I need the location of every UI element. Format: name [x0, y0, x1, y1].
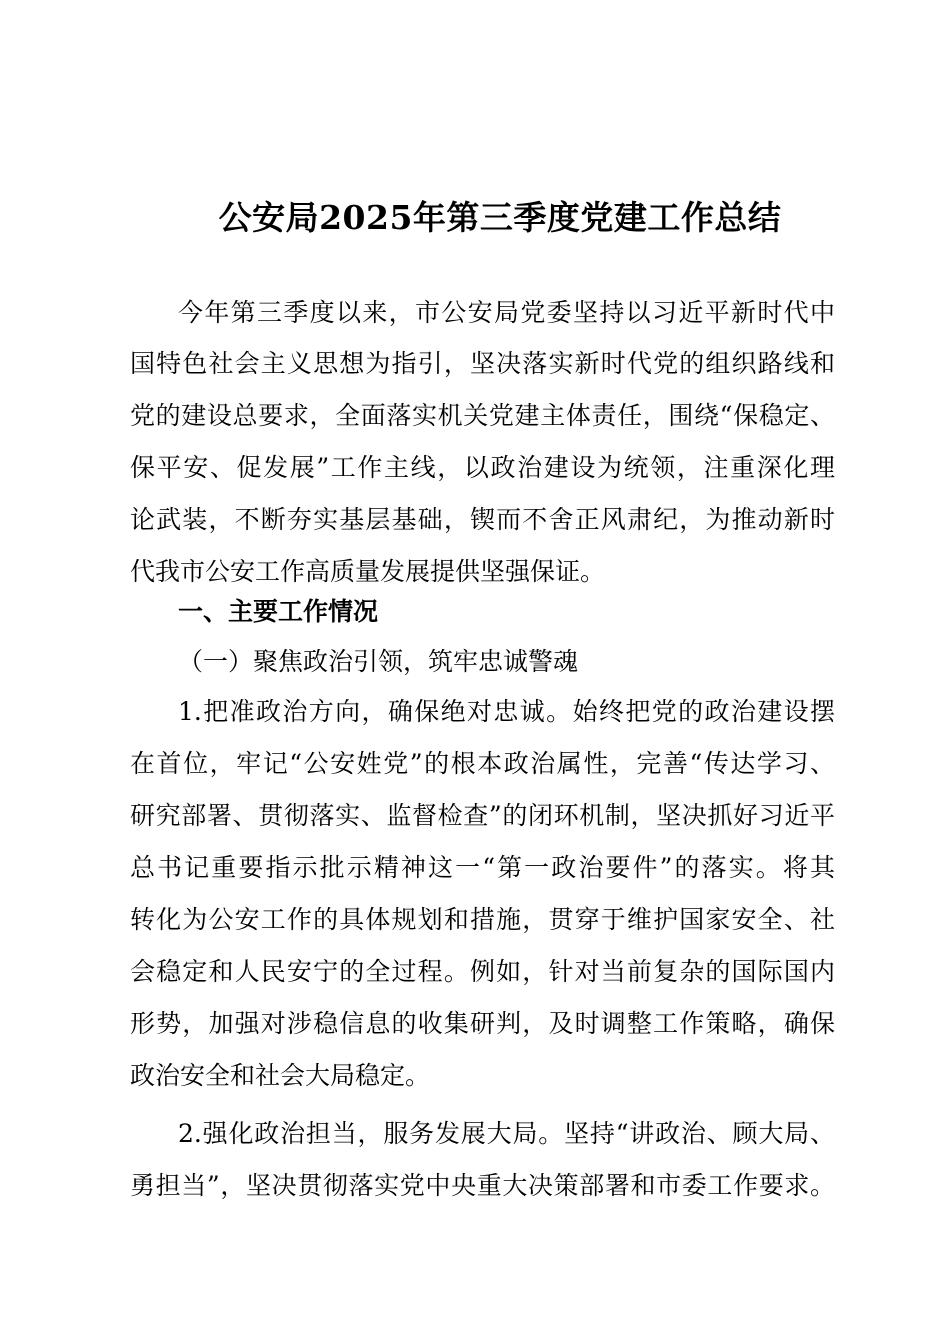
paragraph-line: 今年第三季度以来，市公安局党委坚持以习近平新时代中	[178, 298, 835, 327]
paragraph-line: 研究部署、贯彻落实、监督检查”的闭环机制，坚决抓好习近平	[130, 801, 835, 830]
paragraph-line: 国特色社会主义思想为指引，坚决落实新时代党的组织路线和	[130, 349, 835, 378]
paragraph-line: 党的建设总要求，全面落实机关党建主体责任，围绕“保稳定、	[130, 401, 835, 430]
paragraph-line: 2.强化政治担当，服务发展大局。坚持“讲政治、顾大局、	[178, 1119, 835, 1148]
document-title: 公安局2025年第三季度党建工作总结	[218, 198, 782, 237]
paragraph-line: 论武装，不断夯实基层基础，锲而不舍正风肃纪，为推动新时	[130, 505, 835, 534]
paragraph-line: 1.把准政治方向，确保绝对忠诚。始终把党的政治建设摆	[178, 697, 835, 726]
paragraph-line: 总书记重要指示批示精神这一“第一政治要件”的落实。将其	[130, 853, 835, 882]
paragraph-line: 转化为公安工作的具体规划和措施，贯穿于维护国家安全、社	[130, 905, 835, 934]
paragraph-line: 形势，加强对涉稳信息的收集研判，及时调整工作策略，确保	[130, 1009, 835, 1038]
section-heading: 一、主要工作情况	[178, 597, 379, 626]
paragraph-line: 代我市公安工作高质量发展提供坚强保证。	[130, 557, 606, 586]
paragraph-line: 在首位，牢记“公安姓党”的根本政治属性，完善“传达学习、	[130, 749, 835, 778]
paragraph-line: 会稳定和人民安宁的全过程。例如，针对当前复杂的国际国内	[130, 957, 835, 986]
paragraph-line: 勇担当”，坚决贯彻落实党中央重大决策部署和市委工作要求。	[130, 1171, 835, 1200]
subsection-heading: （一）聚焦政治引领，筑牢忠诚警魂	[178, 647, 579, 676]
paragraph-line: 保平安、促发展”工作主线，以政治建设为统领，注重深化理	[130, 453, 835, 482]
paragraph-line: 政治安全和社会大局稳定。	[130, 1061, 431, 1090]
